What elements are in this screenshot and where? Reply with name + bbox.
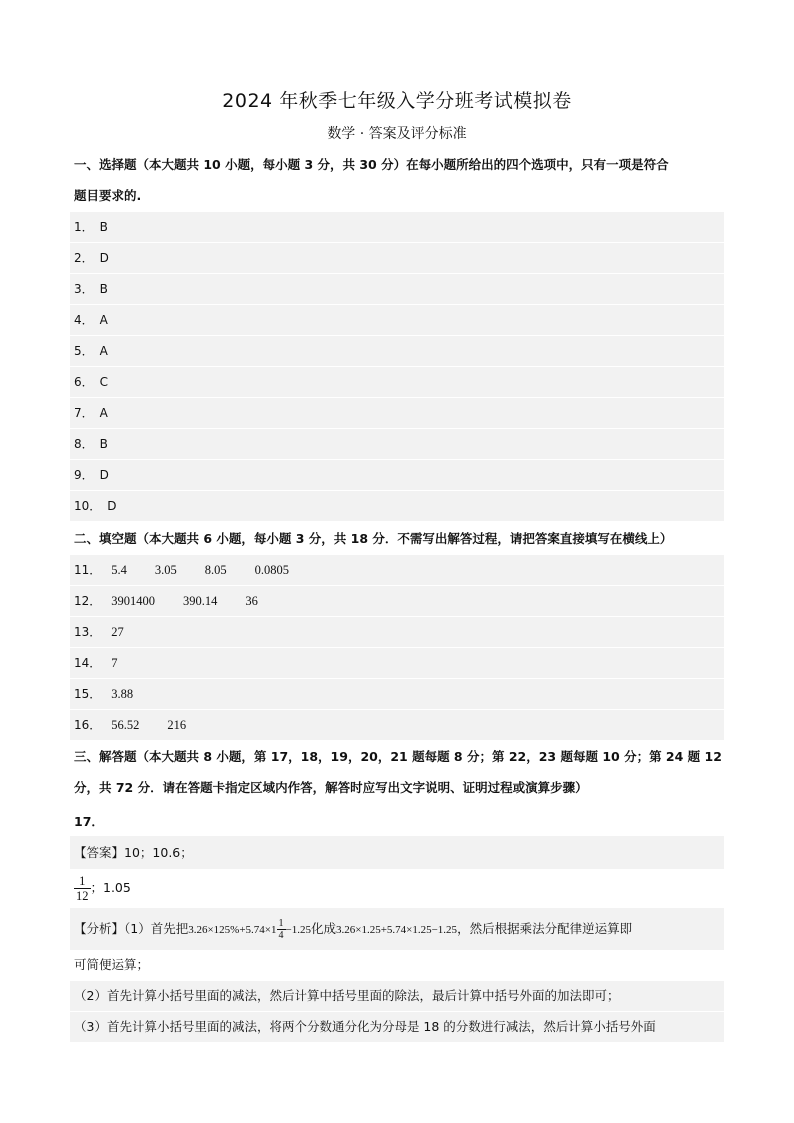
choice-answer-row xyxy=(70,274,724,304)
fill-answer-value: 216 xyxy=(167,718,187,732)
fraction-denominator: 12 xyxy=(76,889,89,903)
analysis-p1-c: ，然后根据乘法分配律逆运算即 xyxy=(457,921,633,936)
question-number: 9． xyxy=(74,468,94,482)
fill-answer-value: 3.88 xyxy=(111,687,134,701)
section1-heading-line1: 一、选择题（本大题共 10 小题，每小题 3 分，共 30 分）在每小题所给出的四个选项中，只有一项是符合 xyxy=(74,157,669,172)
choice-answer-row xyxy=(70,460,724,490)
page-title: 2024 年秋季七年级入学分班考试模拟卷 xyxy=(222,90,572,112)
choice-answer-row xyxy=(70,336,724,366)
choice-answer-row xyxy=(70,243,724,273)
choice-answer: D xyxy=(107,499,117,513)
question-number: 1． xyxy=(74,220,94,234)
q17-answer-fraction-row xyxy=(70,869,724,907)
q17-analysis-row3: （3）首先计算小括号里面的减法，将两个分数通分化为分母是 18 的分数进行减法，然后计算小括号外面 xyxy=(70,1012,724,1042)
expression-1a: 3.26×125%+5.74×1 xyxy=(188,924,277,936)
fill-answer-value: 56.52 xyxy=(111,718,140,732)
section3-heading-line2: 分，共 72 分．请在答题卡指定区域内作答，解答时应写出文字说明、证明过程或演算步骤） xyxy=(74,780,588,795)
analysis-p1-a: （1）首先把 xyxy=(124,921,189,936)
fill-answer-row xyxy=(70,617,724,647)
fill-answer-value: 390.14 xyxy=(183,594,218,608)
q17-analysis-row2: （2）首先计算小括号里面的减法，然后计算中括号里面的除法，最后计算中括号外面的加法即可； xyxy=(70,981,724,1011)
question-number: 3． xyxy=(74,282,94,296)
question-number: 11． xyxy=(74,563,102,577)
question-number: 15． xyxy=(74,687,102,701)
question-number: 14． xyxy=(74,656,102,670)
question-number: 6． xyxy=(74,375,94,389)
choice-answer-row xyxy=(70,212,724,242)
fill-answer-value: 5.4 xyxy=(111,563,127,577)
choice-answer-row xyxy=(70,429,724,459)
question-17-number: 17． xyxy=(74,814,104,829)
section2-heading: 二、填空题（本大题共 6 小题，每小题 3 分，共 18 分．不需写出解答过程，请把答案直接填写在横线上） xyxy=(74,531,673,546)
question-number: 13． xyxy=(74,625,102,639)
q17-analysis-row1 xyxy=(70,908,724,950)
choice-answer-row xyxy=(70,305,724,335)
question-number: 4． xyxy=(74,313,94,327)
q17-analysis-row1-cont: 可简便运算； xyxy=(70,950,724,980)
choice-answer: D xyxy=(99,468,109,482)
section3-heading-line1: 三、解答题（本大题共 8 小题，第 17，18，19，20，21 题每题 8 分；第 22，23 题每题 10 分；第 24 题 12 xyxy=(74,749,722,764)
fill-answer-row xyxy=(70,679,724,709)
fill-answer-row xyxy=(70,555,724,585)
fraction-numerator: 1 xyxy=(74,874,91,889)
choice-answer-row xyxy=(70,367,724,397)
choice-answer: B xyxy=(99,437,108,451)
question-number: 2． xyxy=(74,251,94,265)
answer-fraction xyxy=(74,874,91,903)
choice-answer: A xyxy=(99,406,108,420)
answer-label: 【答案】 xyxy=(74,845,125,860)
fill-answer-row xyxy=(70,586,724,616)
fill-answer-value: 36 xyxy=(245,594,258,608)
fill-answer-value: 27 xyxy=(111,625,124,639)
expr-frac-denominator: 4 xyxy=(278,930,284,941)
expression-1-fraction xyxy=(277,918,286,941)
choice-answer: C xyxy=(99,375,109,389)
question-number: 12． xyxy=(74,594,102,608)
question-number: 5． xyxy=(74,344,94,358)
expression-2: 3.26×1.25+5.74×1.25−1.25 xyxy=(335,924,458,936)
q17-answer-row xyxy=(70,836,724,869)
answer-after-fraction: ；1.05 xyxy=(90,880,131,895)
question-number: 7． xyxy=(74,406,94,420)
fill-answer-value: 0.0805 xyxy=(254,563,290,577)
analysis-p1-b: 化成 xyxy=(310,921,336,936)
fill-answer-value: 3901400 xyxy=(111,594,156,608)
fill-answer-row xyxy=(70,710,724,740)
fill-answer-value: 3.05 xyxy=(154,563,177,577)
expr-frac-numerator: 1 xyxy=(278,918,284,929)
choice-answer: D xyxy=(99,251,109,265)
page-subtitle: 数学 · 答案及评分标准 xyxy=(327,126,467,142)
question-number: 10． xyxy=(74,499,102,513)
choice-answer: B xyxy=(99,220,108,234)
fill-answer-value: 8.05 xyxy=(204,563,227,577)
choice-answer: B xyxy=(99,282,108,296)
section1-heading-line2: 题目要求的. xyxy=(74,188,142,203)
fill-answer-row xyxy=(70,648,724,678)
choice-answer-row xyxy=(70,398,724,428)
answer-text: 10；10.6； xyxy=(124,845,193,860)
analysis-label: 【分析】 xyxy=(74,921,125,936)
choice-answer: A xyxy=(99,313,108,327)
expression-1b: −1.25 xyxy=(285,924,311,936)
question-number: 8． xyxy=(74,437,94,451)
question-number: 16． xyxy=(74,718,102,732)
fill-answer-value: 7 xyxy=(111,656,118,670)
choice-answer: A xyxy=(99,344,108,358)
choice-answer-row xyxy=(70,491,724,521)
